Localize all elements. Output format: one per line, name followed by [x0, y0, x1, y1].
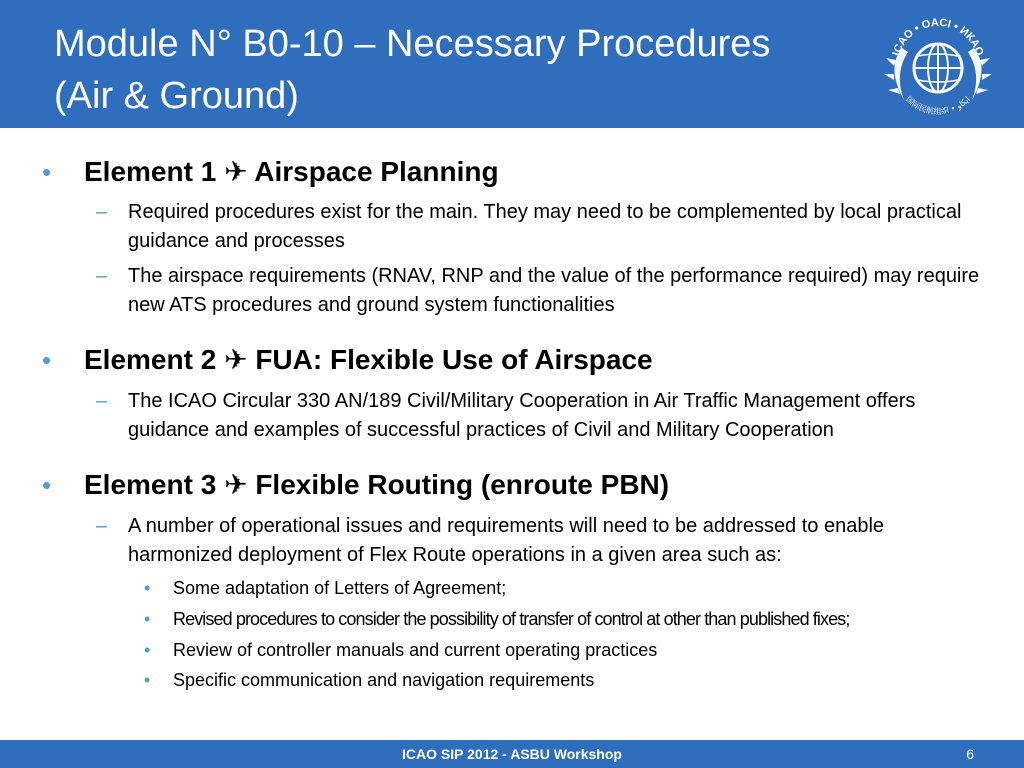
footer-bar	[0, 740, 1024, 768]
element-3-subpoint-1	[144, 576, 973, 600]
element-title: Flexible Routing (enroute PBN)	[255, 469, 670, 500]
page-number: 6	[966, 746, 974, 762]
airplane-icon: ✈	[224, 469, 248, 500]
title-line-1: Module N° B0-10 – Necessary Procedures	[54, 23, 771, 65]
dash-bullet-icon: –	[96, 265, 108, 287]
subpoint-text: Review of controller manuals and current operating practices	[173, 640, 658, 660]
element-2-point-1	[96, 387, 988, 445]
element-2-heading	[42, 343, 653, 377]
point-text: The airspace requirements (RNAV, RNP and the value of the performance required) may require new ATS procedures and ground system functionalities	[128, 265, 980, 316]
svg-text:国际民航组织 • ايكاو	[904, 95, 972, 116]
bullet-icon: •	[144, 578, 151, 598]
element-title: FUA: Flexible Use of Airspace	[255, 344, 653, 375]
bullet-icon: •	[42, 157, 52, 187]
element-1-heading	[42, 155, 499, 189]
logo-top-text: ICAO • OACI • ИКАО	[890, 16, 986, 58]
point-text: A number of operational issues and requirements will need to be addressed to enable harmonized deployment of Flex Route operations in a given area such as:	[128, 515, 885, 566]
airplane-icon: ✈	[224, 344, 248, 375]
subpoint-text: Specific communication and navigation requirements	[173, 670, 595, 690]
element-title: Airspace Planning	[254, 156, 499, 187]
dash-bullet-icon: –	[96, 390, 108, 412]
bullet-icon: •	[144, 609, 150, 629]
element-label: Element 2	[84, 344, 217, 375]
element-3-subpoint-4	[144, 668, 973, 692]
element-label: Element 1	[84, 156, 217, 187]
element-3-subpoint-3	[144, 638, 973, 662]
slide-body	[0, 128, 1024, 740]
airplane-icon: ✈	[224, 156, 248, 187]
dash-bullet-icon: –	[96, 515, 108, 537]
subpoint-text: Revised procedures to consider the possibility of transfer of control at other than published fixes;	[173, 609, 850, 629]
bullet-icon: •	[42, 345, 52, 375]
point-text: Required procedures exist for the main. They may need to be complemented by local practical guidance and processes	[128, 201, 962, 252]
bullet-icon: •	[144, 670, 151, 690]
subpoint-text: Some adaptation of Letters of Agreement;	[173, 578, 507, 598]
element-3-subpoint-2	[144, 607, 973, 631]
element-label: Element 3	[84, 469, 217, 500]
footer-text: ICAO SIP 2012 - ASBU Workshop	[402, 746, 622, 762]
element-3-point-1	[96, 512, 988, 570]
element-1-point-2	[96, 262, 988, 320]
point-text: The ICAO Circular 330 AN/189 Civil/Military Cooperation in Air Traffic Management offers guidance and examples of successful practices of Civil and Military Cooperation	[128, 390, 916, 441]
element-3-heading	[42, 468, 670, 502]
icao-emblem-icon	[880, 8, 996, 124]
slide-title	[54, 18, 854, 122]
dash-bullet-icon: –	[96, 201, 108, 223]
bullet-icon: •	[144, 640, 151, 660]
logo-bottom-text: 国际民航组织 • ايكاو	[904, 94, 972, 117]
bullet-icon: •	[42, 470, 52, 500]
title-line-2: (Air & Ground)	[54, 75, 299, 117]
title-bar	[0, 0, 1024, 128]
element-1-point-1	[96, 198, 988, 256]
